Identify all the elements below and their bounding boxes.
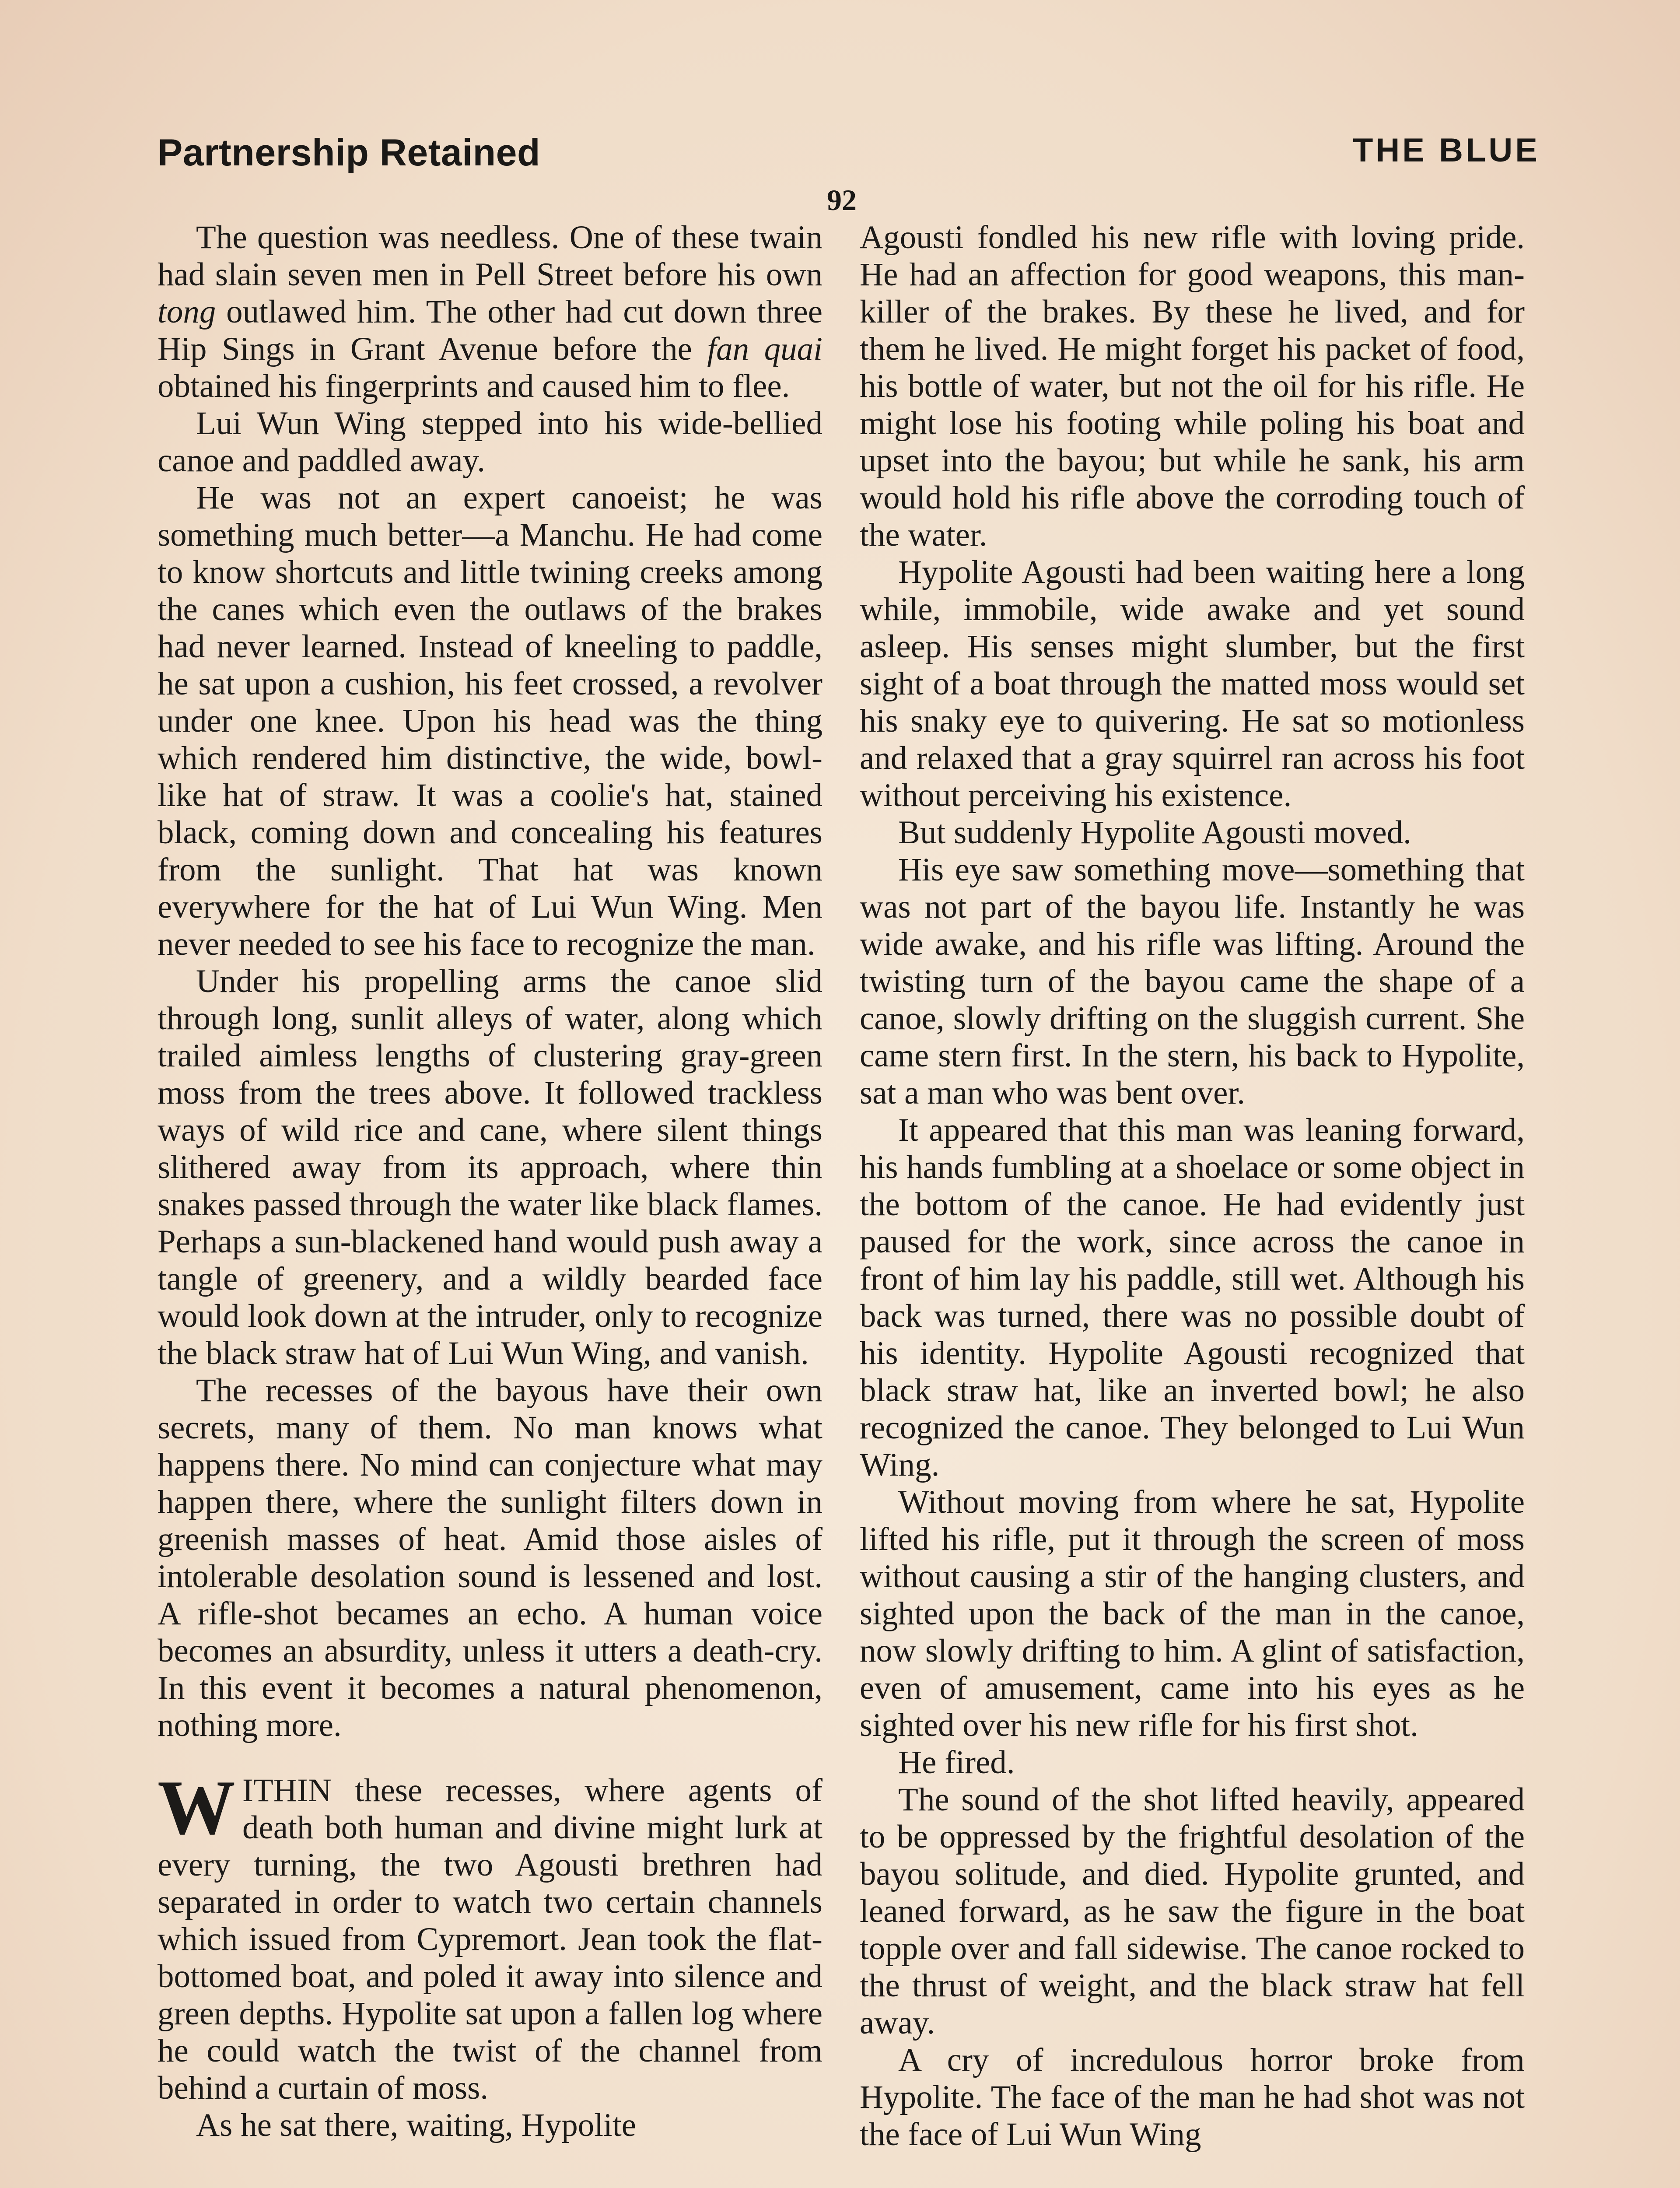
running-title: Partnership Retained: [158, 132, 540, 174]
paragraph: The sound of the shot lifted heavily, appeared to be oppressed by the frightful desolation of the bayou solitude, and died. Hypolite grunted, and leaned forward, as he saw the figure in the boat topple over and fall sidewise. The canoe rocked to the thrust of weight, and the black straw hat fell away.: [860, 1781, 1525, 2041]
paragraph: The recesses of the bayous have their own secrets, many of them. No man knows what happens there. No mind can conjecture what may happen there, where the sunlight filters down in greenish masses of heat. Amid those aisles of intolerable desolation sound is lessened and lost. A rifle-shot becames an echo. A human voice becomes an absurdity, unless it utters a death-cry. In this event it becomes a natural phenomenon, nothing more.: [158, 1372, 822, 1743]
paragraph: But suddenly Hypolite Agousti moved.: [898, 814, 1411, 851]
section-paragraph: WITHIN these recesses, where agents of death both human and divine might lurk at every turning, the two Agousti brethren had separated in order to watch two certain channels which issued from Cypremort. Jean took the flat-bottomed boat, and poled it away into silence and green depths. Hypolite sat upon a fallen log where he could watch the twist of the channel from behind a curtain of moss.: [158, 1764, 822, 2106]
paragraph: Hypolite Agousti had been waiting here a long while, immobile, wide awake and yet sound asleep. His senses might slumber, but the first sight of a boat through the matted moss would set his snaky eye to quivering. He sat so motionless and relaxed that a gray squirrel ran across his foot without perceiving his existence.: [860, 554, 1525, 813]
paragraph: Under his propelling arms the canoe slid through long, sunlit alleys of water, along which trailed aimless lengths of clustering gray-green moss from the trees above. It followed trackless ways of wild rice and cane, where silent things slithered away from its approach, where thin snakes passed through the water like black flames. Perhaps a sun-blackened hand would push away a tangle of greenery, and a wildly bearded face would look down at the intruder, only to recognize the black straw hat of Lui Wun Wing, and vanish.: [158, 963, 822, 1371]
right-column: [860, 219, 1525, 2153]
paragraph: Agousti fondled his new rifle with loving pride. He had an affection for good weapons, this man-killer of the brakes. By these he lived, and for them he lived. He might forget his packet of food, his bottle of water, but not the oil for his rifle. He might lose his footing while poling his boat and upset into the bayou; but while he sank, his arm would hold his rifle above the corroding touch of the water.: [860, 219, 1525, 553]
paragraph: He fired.: [898, 1744, 1015, 1781]
paragraph: A cry of incredulous horror broke from Hypolite. The face of the man he had shot was not the face of Lui Wun Wing: [860, 2042, 1525, 2153]
paragraph: As he sat there, waiting, Hypolite: [196, 2107, 637, 2143]
paragraph: It appeared that this man was leaning forward, his hands fumbling at a shoelace or some object in the bottom of the canoe. He had evidently just paused for the work, since across the canoe in front of him lay his paddle, still wet. Although his back was turned, there was no possible doubt of his identity. Hypolite Agousti recognized that black straw hat, like an inverted bowl; he also recognized the canoe. They belonged to Lui Wun Wing.: [860, 1112, 1525, 1483]
paragraph: Lui Wun Wing stepped into his wide-bellied canoe and paddled away.: [158, 405, 822, 479]
paragraph: His eye saw something move—something that was not part of the bayou life. Instantly he was wide awake, and his rifle was lifting. Around the twisting turn of the bayou came the shape of a canoe, slowly drifting on the sluggish current. She came stern first. In the stern, his back to Hypolite, sat a man who was bent over.: [860, 852, 1525, 1111]
page-number: 92: [827, 183, 857, 217]
magazine-name: THE BLUE: [1353, 132, 1540, 169]
paragraph: The question was needless. One of these twain had slain seven men in Pell Street before his own tong outlawed him. The other had cut down three Hip Sings in Grant Avenue before the fan quai obtained his fingerprints and caused him to flee.: [158, 219, 822, 404]
paragraph: He was not an expert canoeist; he was something much better—a Manchu. He had come to know shortcuts and little twining creeks among the canes which even the outlaws of the brakes had never learned. Instead of kneeling to paddle, he sat upon a cushion, his feet crossed, a revolver under one knee. Upon his head was the thing which rendered him distinctive, the wide, bowl-like hat of straw. It was a coolie's hat, stained black, coming down and concealing his features from the sunlight. That hat was known everywhere for the hat of Lui Wun Wing. Men never needed to see his face to recognize the man.: [158, 480, 822, 962]
drop-cap: W: [158, 1764, 235, 1851]
left-column: [158, 219, 822, 2144]
paragraph: Without moving from where he sat, Hypolite lifted his rifle, put it through the screen of moss without causing a stir of the hanging clusters, and sighted upon the back of the man in the canoe, now slowly drifting to him. A glint of satisfaction, even of amusement, came into his eyes as he sighted over his new rifle for his first shot.: [860, 1484, 1525, 1743]
